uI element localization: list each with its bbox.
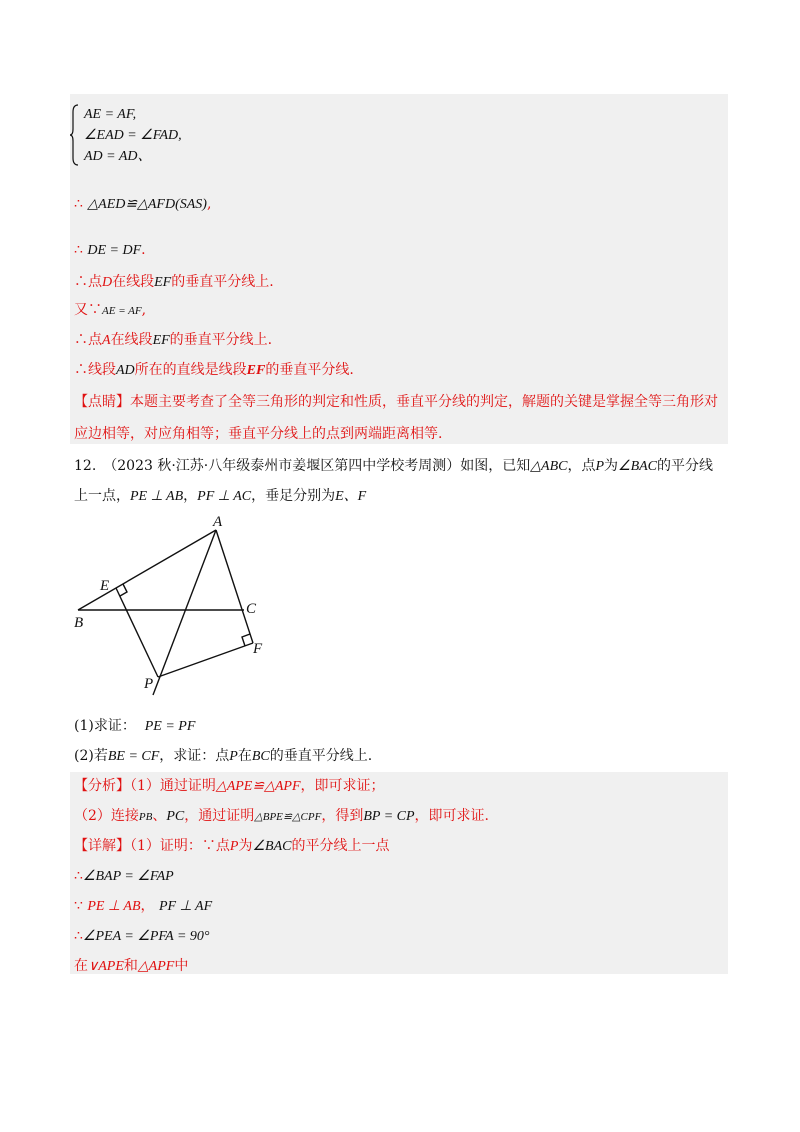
proof-line-congruence: ∴ △AED≌△AFD(SAS), — [74, 196, 212, 212]
label-f: F — [253, 641, 263, 657]
analysis-line-1: 【分析】（1）通过证明△APE≌△APF，即可求证； — [74, 778, 385, 794]
proof-line-de-df: ∴ DE = DF. — [74, 242, 146, 258]
label-b: B — [74, 615, 84, 631]
label-p: P — [144, 676, 154, 692]
label-e: E — [100, 578, 110, 594]
system-line-1: AE = AF, — [84, 107, 137, 122]
segment-ap-extended — [153, 530, 216, 695]
question-12-line-1: 12. （2023 秋·江苏·八年级泰州市姜堰区第四中学校考周测）如图，已知△ABC，点P为∠BAC的平分线 — [74, 458, 714, 474]
system-brace — [70, 104, 80, 166]
question-12-line-2: 上一点，PE ⊥ AB，PF ⊥ AC，垂足分别为E、F — [74, 488, 367, 504]
segment-pe — [116, 588, 158, 677]
proof-line-point-a: ∴点A在线段EF的垂直平分线上. — [74, 332, 273, 348]
label-a: A — [213, 514, 223, 530]
segment-ac-extended — [216, 530, 253, 643]
proof-line-conclusion: ∴线段AD所在的直线是线段EF的垂直平分线. — [74, 362, 354, 378]
comment-line-1: 【点睛】本题主要考查了全等三角形的判定和性质，垂直平分线的判定，解题的关键是掌握全等三角形对 — [74, 394, 718, 410]
geometry-figure — [66, 510, 286, 710]
detail-line-1: 【详解】（1）证明：∵点P为∠BAC的平分线上一点 — [74, 838, 390, 854]
part-1-prompt: (1)求证： PE = PF — [74, 718, 196, 734]
detail-line-5: 在∨APE和△APF中 — [74, 958, 189, 974]
label-c: C — [246, 601, 257, 617]
system-line-2: ∠EAD = ∠FAD, — [84, 128, 182, 143]
part-2-prompt: (2)若BE = CF，求证：点P在BC的垂直平分线上. — [74, 748, 373, 764]
proof-line-ae-af: 又∵AE = AF, — [74, 302, 147, 318]
segment-ab — [78, 530, 216, 610]
detail-line-3: ∵ PE ⊥ AB， PF ⊥ AF — [74, 898, 213, 914]
system-line-3: AD = AD、 — [84, 149, 152, 164]
analysis-line-2: （2）连接PB、PC，通过证明△BPE≌△CPF，得到BP = CP，即可求证. — [74, 808, 489, 824]
proof-line-point-d: ∴点D在线段EF的垂直平分线上. — [74, 274, 274, 290]
segment-pf — [158, 643, 253, 677]
detail-line-4: ∴∠PEA = ∠PFA = 90° — [74, 928, 210, 944]
detail-line-2: ∴∠BAP = ∠FAP — [74, 868, 174, 884]
comment-line-2: 应边相等，对应角相等；垂直平分线上的点到两端距离相等. — [74, 426, 443, 442]
